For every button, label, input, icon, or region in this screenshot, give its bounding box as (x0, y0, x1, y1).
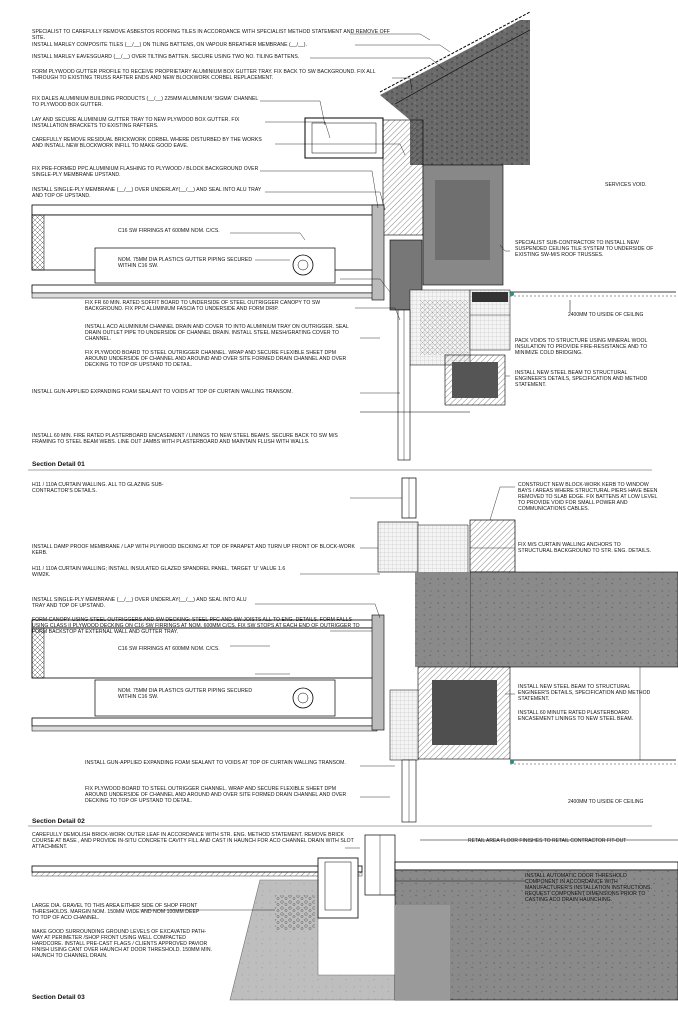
s1-label-firrings: C16 SW FIRRINGS AT 600MM NOM. C/CS. (118, 228, 220, 234)
s1-note-mineral-wool: PACK VOIDS TO STRUCTURE USING MINERAL WOOL INSULATION TO PROVIDE FIRE-RESISTANCE AND TO MINIMIZE COLD BRIDGING. (515, 338, 648, 357)
s1-note-brick-corbel: CAREFULLY REMOVE RESIDUAL BRICKWORK CORBEL WHERE DISTURBED BY THE WORKS AND INSTALL NEW BLOCKWORK INFILL TO MAKE GOOD EAVE. (32, 137, 262, 150)
s1-note-sigma-channel: FIX DALES ALUMINIUM BUILDING PRODUCTS (__/__) 225MM ALUMINIUM 'SIGMA' CHANNEL TO PLYWOOD BOX GUTTER. (32, 96, 259, 109)
section-01-title: Section Detail 01 (32, 461, 85, 468)
s1-note-asbestos: SPECIALIST TO CAREFULLY REMOVE ASBESTOS ROOFING TILES IN ACCORDANCE WITH SPECIALIST METHOD STATEMENT AND REMOVE OFF SITE. (32, 29, 390, 42)
s1-note-single-ply: INSTALL SINGLE-PLY MEMBRANE (__/__) OVER UNDERLAY(__/__) AND SEAL INTO ALU TRAY AND TOP OF UPSTAND. (32, 187, 262, 200)
s1-note-plywood-dpm: FIX PLYWOOD BOARD TO STEEL OUTRIGGER CHANNEL. WRAP AND SECURE FLEXIBLE SHEET DPM AROUND UNDERSIDE OF CHANNEL AND AROUND AND OVER SITE FORMED DRAIN CHANNEL AND OVER DECKING TO TOP OF UPSTAND TO DETAIL. (85, 350, 347, 369)
s1-note-gutter-tray: LAY AND SECURE ALUMINIUM GUTTER TRAY TO NEW PLYWOOD BOX GUTTER. FIX INSTALLATION BRACKETS TO EXISTING RAFTERS. (32, 117, 240, 130)
s3-note-door-threshold: INSTALL AUTOMATIC DOOR THRESHOLD COMPONENT IN ACCORDANCE WITH MANUFACTURER'S INSTALLATION INSTRUCTIONS. REQUEST COMPONENT DIMENSIONS PRIOR TO CASTING ACO DRAIN HAUNCHING. (525, 873, 652, 904)
s2-note-anchors: FIX M/S CURTAIN WALLING ANCHORS TO STRUCTURAL BACKGROUND TO STR. ENG. DETAILS. (518, 542, 652, 555)
s1-note-plywood-gutter: FORM PLYWOOD GUTTER PROFILE TO RECEIVE PROPRIETARY ALUMINIUM BOX GUTTER TRAY. FIX BACK TO SW BACKGROUND. FIX ALL THROUGH TO EXISTING TRUSS RAFTER ENDS AND NEW BLOCKWORK CORBEL REPLACEMENT. (32, 69, 376, 82)
s3-note-demolish-brickwork: CAREFULLY DEMOLISH BRICK-WORK OUTER LEAF IN ACCORDANCE WITH STR. ENG. METHOD STATEMENT. REMOVE BRICK COURSE AT BASE , AND PROVIDE IN-SITU CONCRETE CAVITY FILL AND CAST IN HAUNCH FOR ACO CHANNEL DRAIN WITH SLOT ATTACHMENT. (32, 832, 354, 851)
s1-note-soffit-board: FIX FR 60 MIN. RATED SOFFIT BOARD TO UNDERSIDE OF STEEL OUTRIGGER CANOPY TO SW BACKGROUND. FIX PPC ALUMINIUM FASCIA TO UNDERSIDE AND FORM DRIP. (85, 300, 321, 313)
s2-note-dpm: INSTALL DAMP PROOF MEMBRANE / LAP WITH PLYWOOD DECKING AT TOP OF PARAPET AND TURN UP FRONT OF BLOCK-WORK KERB. (32, 544, 355, 557)
s1-note-aco-drain: INSTALL ACO ALUMINIUM CHANNEL DRAIN AND COVER TO INTO ALUMINIUM TRAY ON OUTRIGGER. SEAL DRAIN OUTLET PIPE TO UNDERSIDE OF CHANNEL DRAIN. INSTALL STEEL MESH/GRATING COVER TO CHANNEL. (85, 324, 349, 343)
section-03-title: Section Detail 03 (32, 994, 85, 1001)
s3-note-ground-levels: MAKE GOOD SURROUNDING GROUND LEVELS OF EXCAVATED PATH-WAY AT PERIMETER /SHOP FRONT USING WELL COMPACTED HARDCORE. INSTALL PRE-CAST FLAGS / CLIENTS APPROVED PAVIOR FINISH USING CANT OVER HAUNCH AT DOOR THRESHOLD. 150MM MIN. HAUNCH TO CHANNEL DRAIN. (32, 929, 213, 960)
s2-label-ceiling-height: 2400MM TO U/SIDE OF CEILING (568, 799, 644, 805)
s1-label-gutter-piping: NOM. 75MM DIA PLASTICS GUTTER PIPING SECURED WITHIN C16 SW. (118, 257, 253, 270)
s2-note-spandrel-panel: H11 / 110A CURTAIN WALLING; INSTALL INSULATED GLAZED SPANDREL PANEL. TARGET 'U' VALUE 1.6 W/M2K. (32, 566, 286, 579)
s3-note-gravel: LARGE DIA. GRAVEL TO THIS AREA EITHER SIDE OF SHOP FRONT THRESHOLDS. MARGIN NOM. 150MM WIDE AND NOM 100MM DEEP TO TOP OF ACO CHANNEL. (32, 903, 200, 922)
s1-note-steel-beam: INSTALL NEW STEEL BEAM TO STRUCTURAL ENGINEER'S DETAILS, SPECIFICATION AND METHOD STATEMENT. (515, 370, 648, 389)
s1-note-plasterboard: INSTALL 60 MIN. FIRE RATED PLASTERBOARD ENCASEMENT / LININGS TO NEW STEEL BEAMS. SECURE BACK TO SW M/S FRAMING TO STEEL BEAM WEBS. LINE OUT JAMBS WITH PLASTERBOARD AND MAINTAIN FLUSH WITH WALLS. (32, 433, 338, 446)
s2-note-canopy: FORM CANOPY USING STEEL OUTRIGGERS AND SW DECKING: STEEL PFC AND SW JOISTS ALL TO ENG. DETAILS. FORM FALLS USING CLASS II PLYWOOD DECKING ON C16 SW FIRRINGS AT NOM. 600MM C/CS. FIX SW STOPS AT EACH END OF OUTRIGGER TO FORM BACKSTOP AT EXTERNAL WALL AND GUTTER TRAY. (32, 617, 360, 636)
s3-label-retail-floor: RETAIL AREA FLOOR FINISHES TO RETAIL CONTRACTOR FIT-OUT (468, 838, 627, 844)
s2-note-plywood-dpm: FIX PLYWOOD BOARD TO STEEL OUTRIGGER CHANNEL. WRAP AND SECURE FLEXIBLE SHEET DPM AROUND UNDERSIDE OF CHANNEL AND AROUND AND OVER SITE FORMED DRAIN CHANNEL AND OVER DECKING TO TOP OF UPSTAND TO DETAIL. (85, 786, 347, 805)
s1-note-composite-tiles: INSTALL MARLEY COMPOSITE TILES (__/__) ON TILING BATTENS, ON VAPOUR BREATHER MEMBRANE (__/__). (32, 42, 308, 48)
s2-note-single-ply: INSTALL SINGLE-PLY MEMBRANE (__/__) OVER UNDERLAY(__/__) AND SEAL INTO ALU TRAY AND TOP OF UPSTAND. (32, 597, 247, 610)
s2-note-curtain-walling: H11 / 110A CURTAIN WALLING. ALL TO GLAZING SUB-CONTRACTOR'S DETAILS. (32, 482, 164, 495)
s2-note-plasterboard: INSTALL 60 MINUTE RATED PLASTERBOARD ENCASEMENT LININGS TO NEW STEEL BEAM. (518, 710, 634, 723)
s2-label-firrings: C16 SW FIRRINGS AT 600MM NOM. C/CS. (118, 646, 220, 652)
section-02-title: Section Detail 02 (32, 818, 85, 825)
s2-note-foam-sealant: INSTALL GUN-APPLIED EXPANDING FOAM SEALANT TO VOIDS AT TOP OF CURTAIN WALLING TRANSOM. (85, 760, 346, 766)
s1-note-suspended-ceiling: SPECIALIST SUB-CONTRACTOR TO INSTALL NEW SUSPENDED CEILING TILE SYSTEM TO UNDERSIDE OF EXISTING SW-M/S ROOF TRUSSES. (515, 240, 654, 259)
s1-label-services-void: SERVICES VOID. (605, 182, 647, 188)
s2-note-blockwork-kerb: CONSTRUCT NEW BLOCK-WORK KERB TO WINDOW BAYS / AREAS WHERE STRUCTURAL PIERS HAVE BEEN REMOVED TO SLAB EDGE. FIX BATTENS AT LOW LEVEL TO PROVIDE VOID FOR SMALL POWER AND COMMUNICATIONS CABLES. (518, 482, 658, 513)
s2-note-steel-beam: INSTALL NEW STEEL BEAM TO STRUCTURAL ENGINEER'S DETAILS, SPECIFICATION AND METHOD STATEMENT. (518, 684, 651, 703)
s1-note-ppc-flashing: FIX PRE-FORMED PPC ALUMINIUM FLASHING TO PLYWOOD / BLOCK BACKGROUND OVER SINGLE-PLY MEMBRANE UPSTAND. (32, 166, 259, 179)
s1-note-eavesguard: INSTALL MARLEY EAVESGUARD (__/__) OVER TILTING BATTEN. SECURE USING TWO NO. TILING BATTENS. (32, 54, 300, 60)
s2-label-gutter-piping: NOM. 75MM DIA PLASTICS GUTTER PIPING SECURED WITHIN C16 SW. (118, 688, 253, 701)
s1-label-ceiling-height: 2400MM TO U/SIDE OF CEILING (568, 312, 644, 318)
s1-note-foam-sealant: INSTALL GUN-APPLIED EXPANDING FOAM SEALANT TO VOIDS AT TOP OF CURTAIN WALLING TRANSOM. (32, 389, 293, 395)
